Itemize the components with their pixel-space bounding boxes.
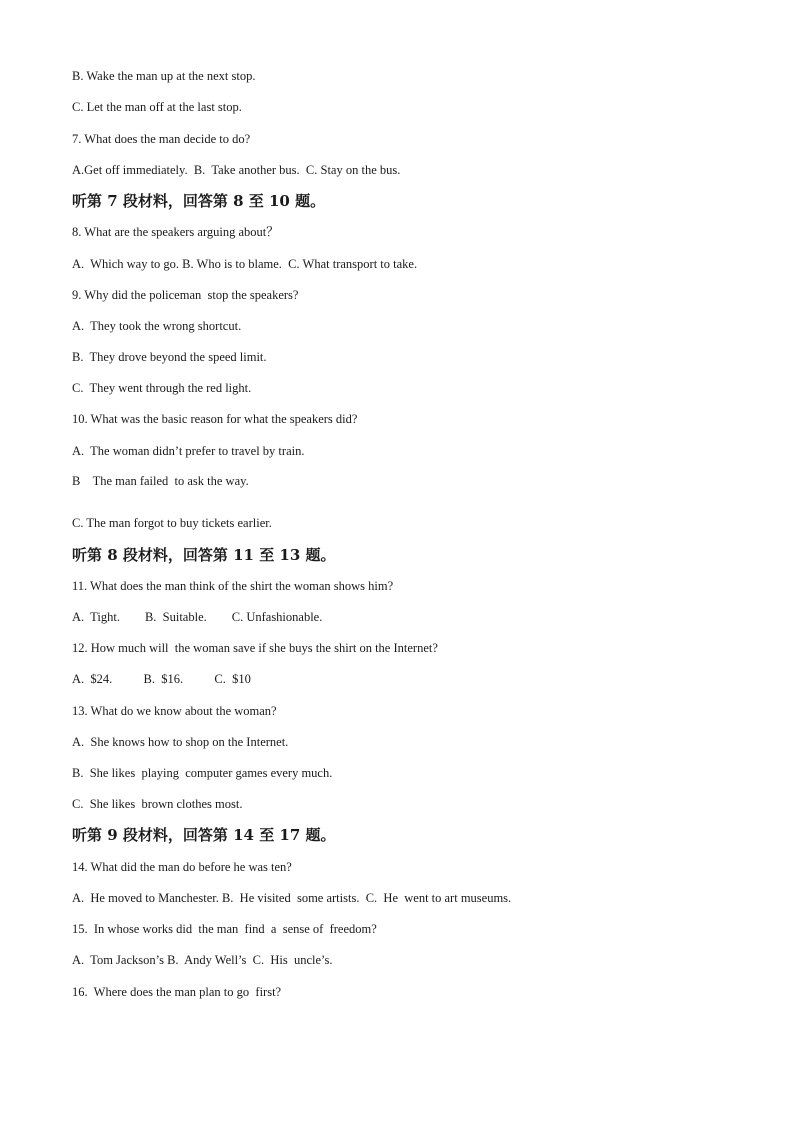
options-7: A.Get off immediately. B. Take another bus. C. Stay on the bus. [72,163,401,177]
section-heading-7: 听第 7 段材料，回答第 8 至 10 题。 [72,192,326,210]
options-11: A. Tight. B. Suitable. C. Unfashionable. [72,610,323,624]
question-15: 15. In whose works did the man find a sense of freedom? [72,922,377,936]
section-heading-8: 听第 8 段材料，回答第 11 至 13 题。 [72,546,336,564]
option-13c: C. She likes brown clothes most. [72,797,243,811]
question-9: 9. Why did the policeman stop the speakers? [72,288,299,302]
question-7: 7. What does the man decide to do? [72,132,251,146]
question-14: 14. What did the man do before he was ten? [72,860,292,874]
question-8: 8. What are the speakers arguing about？ [72,225,279,239]
option-9c: C. They went through the red light. [72,381,252,395]
section-heading-9: 听第 9 段材料，回答第 14 至 17 题。 [72,826,336,844]
options-12: A. $24. B. $16. C. $10 [72,672,251,686]
option-10b: B The man failed to ask the way. [72,474,249,488]
options-8: A. Which way to go. B. Who is to blame. C. What transport to take. [72,257,418,271]
options-15: A. Tom Jackson’s B. Andy Well’s C. His uncle’s. [72,953,333,967]
option-6c: C. Let the man off at the last stop. [72,100,242,114]
option-9a: A. They took the wrong shortcut. [72,319,242,333]
option-9b: B. They drove beyond the speed limit. [72,350,267,364]
options-14: A. He moved to Manchester. B. He visited some artists. C. He went to art museums. [72,891,512,905]
option-10a: A. The woman didn’t prefer to travel by train. [72,444,305,458]
question-11: 11. What does the man think of the shirt the woman shows him? [72,579,394,593]
question-12: 12. How much will the woman save if she buys the shirt on the Internet? [72,641,438,655]
question-13: 13. What do we know about the woman? [72,704,277,718]
option-6b: B. Wake the man up at the next stop. [72,69,256,83]
option-13a: A. She knows how to shop on the Internet. [72,735,289,749]
question-16: 16. Where does the man plan to go first? [72,985,282,999]
option-10c: C. The man forgot to buy tickets earlier. [72,516,272,530]
option-13b: B. She likes playing computer games every much. [72,766,333,780]
question-10: 10. What was the basic reason for what the speakers did? [72,412,358,426]
